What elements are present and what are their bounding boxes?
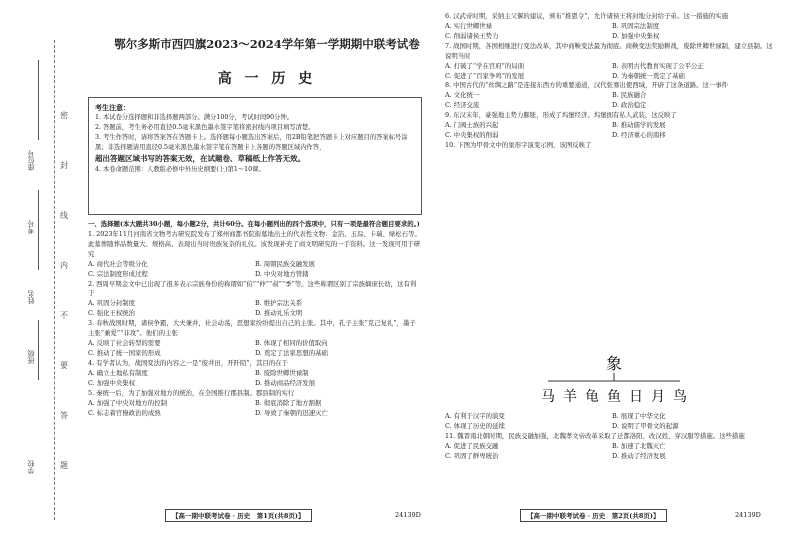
- option[interactable]: C. 体现了历史的延续: [445, 421, 505, 430]
- option[interactable]: D. 导致了秦朝的迅速灭亡: [255, 408, 328, 417]
- option[interactable]: A. 巩固分封制度: [88, 299, 136, 308]
- option[interactable]: B. 废除世卿世禄制: [255, 368, 309, 377]
- question-11: 11. 魏晋南北朝时期，民族交融加强，北魏孝文帝改革采取了迁都洛阳、改汉姓、穿汉服等措施。这些措施: [445, 431, 745, 440]
- option[interactable]: C. 中央集权的削弱: [445, 131, 499, 140]
- margin-label-name: 姓名: [27, 290, 35, 304]
- option[interactable]: A. 门阀士族的兴起: [445, 121, 499, 130]
- question-6: 6. 汉武帝时期，采纳主父偃的建议，颁布“推恩令”，允许诸侯王将封地分封给子弟。这一措施的实施: [445, 12, 729, 20]
- exam-title: 鄂尔多斯市西四旗2023～2024学年第一学期期中联考试卷: [114, 37, 420, 51]
- question-9: 9. 东汉末年，豪强地主势力膨胀，形成了坞堡经济。坞堡拥有私人武装，这反映了: [445, 111, 677, 120]
- glyph: 鸟: [673, 389, 687, 405]
- question-1: 1. 2023年11月河南省文物考古研究院发布了郑州商都书院街墓地出土的代表性文物：金箔、玉琮、卡瑞、绿松石等。此墓葬随葬品数量大、规格高、表现出当时贵族复杂的礼仪。该发现补充了商文明研究的一手资料。这一发现可用于研究: [88, 229, 421, 258]
- option[interactable]: D. 加强中央集权: [612, 31, 660, 40]
- option[interactable]: A. 促进了民族交融: [445, 441, 499, 450]
- option[interactable]: C. 加强中央集权: [88, 378, 136, 387]
- glyph: 龟: [585, 389, 599, 405]
- option[interactable]: D. 奠定了法家思想的基础: [255, 348, 328, 357]
- right-column: [445, 12, 779, 151]
- question-8: 8. 中国古代的“丝绸之路”是连接东西方的重要通道，汉代张骞出使西域，开辟了这条道路。这一事件: [445, 81, 729, 90]
- binding-margin: [0, 0, 78, 536]
- option[interactable]: D. 为秦朝统一奠定了基础: [612, 71, 685, 80]
- option[interactable]: B. 巩固宗法制度: [612, 21, 660, 30]
- footer-label: 【高一期中联考试卷 · 历史 第1页(共8页)】: [165, 509, 312, 522]
- seal-char: 答: [60, 411, 68, 420]
- glyph: 鱼: [607, 389, 621, 405]
- footer-right: [520, 509, 667, 522]
- margin-label-class: 班级: [27, 350, 35, 364]
- margin-line: [38, 320, 39, 380]
- seal-line: [54, 40, 55, 520]
- options-2: [88, 299, 422, 319]
- option[interactable]: D. 推动了经济发展: [612, 451, 666, 460]
- option[interactable]: B. 彻底消除了地方割据: [255, 398, 322, 407]
- option[interactable]: A. 反映了社会转型的需要: [88, 339, 161, 348]
- notice-box: [88, 97, 422, 215]
- seal-char: 题: [60, 461, 68, 470]
- option[interactable]: B. 维护宗法关系: [255, 299, 303, 308]
- options-7: [445, 62, 779, 82]
- notice-item: 4. 本卷命题范围：人教版必修中外历史纲要(上)第1～10课。: [95, 166, 265, 174]
- question-10: 10. 下图为甲骨文中的象形字演变示例，该图反映了: [445, 140, 592, 149]
- option[interactable]: B. 体现了相同的价值取向: [255, 339, 328, 348]
- option[interactable]: B. 周朝民族交融发展: [255, 259, 315, 268]
- footer-code: 24139D: [735, 511, 761, 519]
- option[interactable]: A. 确立土地私有制度: [88, 368, 148, 377]
- notice-item: 2. 答题前，考生务必用直径0.5毫米黑色墨水签字笔将密封线内项目填写清楚。: [95, 124, 315, 132]
- option[interactable]: A. 文化统一: [445, 91, 480, 100]
- option[interactable]: D. 政治稳定: [612, 101, 647, 110]
- question-7: 7. 战国时期，各国相继进行变法改革，其中商鞅变法最为彻底。商鞅变法奖励耕战，废除世卿世禄制，建立县制。这说明当时: [445, 41, 773, 60]
- footer-left: [165, 509, 312, 522]
- option[interactable]: A. 有利于汉字的演变: [445, 412, 505, 420]
- options-11: [445, 442, 779, 462]
- footer-label: 【高一期中联考试卷 · 历史 第2页(共8页)】: [520, 509, 667, 522]
- option[interactable]: B. 表明古代教育实现了公平公正: [612, 61, 704, 70]
- margin-line: [38, 190, 39, 270]
- option[interactable]: D. 说明了甲骨文的起源: [612, 421, 679, 430]
- option[interactable]: D. 推动礼乐文明: [255, 309, 303, 318]
- question-3: 3. 春秋战国时期，诸侯争霸，大夫兼并，社会动荡，思想家纷纷提出自己的主张。其中，孔子主张“克己复礼”，墨子主张“兼爱”“非攻”。他们的主张: [88, 319, 416, 338]
- glyph: 日: [629, 389, 643, 405]
- options-6: [445, 22, 779, 42]
- options-8: [445, 91, 779, 111]
- options-3: [88, 339, 422, 359]
- notice-item: 3. 考生作答时，请将答案答在答题卡上。选择题每小题选出答案后，用2B铅笔把答题卡上对应题目的答案标号涂黑；非选择题请用直径0.5毫米黑色墨水签字笔在答题卡上各题的答题区域内作答，: [95, 134, 408, 152]
- notice-item: 1. 本试卷分选择题和非选择题两部分。满分100分，考试时间90分钟。: [95, 114, 294, 122]
- option[interactable]: C. 推动了统一国家的形成: [88, 348, 161, 357]
- seal-char: 封: [60, 161, 68, 170]
- option[interactable]: C. 巩固了鲜卑统治: [445, 451, 499, 460]
- option[interactable]: C. 标志着官僚政治的成熟: [88, 408, 161, 417]
- question-2: 2. 西周早期金文中已出现了很多表示宗族身份的称谓如“伯”“仲”“叔”“季”等。这些称谓区别了宗族嫡庶长幼，这有利于: [88, 279, 417, 298]
- options-9: [445, 121, 779, 141]
- option[interactable]: B. 展现了中华文化: [612, 412, 666, 420]
- margin-label-seat: 座位号: [27, 150, 35, 171]
- option[interactable]: A. 商代社会等级分化: [88, 259, 148, 268]
- seal-char: 内: [60, 261, 68, 270]
- section-heading: 一、选择题(本大题共30小题，每小题2分，共计60分。在每小题列出的四个选项中，只有一项是最符合题目要求的。): [88, 220, 420, 228]
- left-column: [88, 220, 422, 418]
- footer-code: 24139D: [395, 511, 421, 519]
- notice-heading: 考生注意：: [95, 103, 130, 112]
- question-5: 5. 秦统一后，为了加强对地方的统治，在全国推行郡县制。郡县制的实行: [88, 388, 295, 397]
- options-10: [445, 412, 779, 432]
- option[interactable]: D. 经济重心的南移: [612, 131, 666, 140]
- option[interactable]: C. 削弱诸侯王势力: [445, 31, 499, 40]
- seal-char: 不: [60, 311, 68, 320]
- margin-label-school: 学校: [27, 460, 35, 474]
- option[interactable]: B. 加速了北魏灭亡: [612, 441, 666, 450]
- glyph: 月: [651, 389, 665, 405]
- right-column-lower: [445, 412, 779, 462]
- figure-top-glyph: 象: [605, 355, 623, 373]
- options-1: [88, 260, 422, 280]
- margin-line: [38, 60, 39, 140]
- question-4: 4. 有学者认为，战国变法的内容之一是“废井田，开阡陌”，其目的在于: [88, 358, 288, 367]
- option[interactable]: A. 加强了中央对地方的控制: [88, 398, 167, 407]
- option[interactable]: C. 宗法制度形成过程: [88, 269, 148, 278]
- option[interactable]: B. 推动儒学的发展: [612, 121, 666, 130]
- option[interactable]: C. 经济交流: [445, 101, 480, 110]
- subject-title: 高 一 历 史: [217, 71, 317, 87]
- options-5: [88, 399, 422, 419]
- oracle-bone-figure: [534, 355, 694, 411]
- glyph: 羊: [563, 389, 577, 405]
- seal-char: 线: [60, 211, 68, 220]
- margin-label-number: 考号: [27, 220, 35, 234]
- glyph: 马: [541, 389, 555, 405]
- option[interactable]: B. 民族融合: [612, 91, 647, 100]
- option[interactable]: D. 推动商品经济发展: [255, 378, 316, 387]
- option[interactable]: A. 打破了“学在官府”的局面: [445, 61, 525, 70]
- options-4: [88, 369, 422, 389]
- option[interactable]: D. 中央对地方管辖: [255, 269, 309, 278]
- option[interactable]: C. 强化王权统治: [88, 309, 136, 318]
- notice-bold: 超出答题区域书写的答案无效，在试题卷、草稿纸上作答无效。: [95, 154, 305, 164]
- seal-char: 要: [60, 361, 68, 370]
- option[interactable]: A. 实行世卿世禄: [445, 21, 493, 30]
- seal-char: 密: [60, 111, 68, 120]
- option[interactable]: C. 促进了“百家争鸣”的发展: [445, 71, 525, 80]
